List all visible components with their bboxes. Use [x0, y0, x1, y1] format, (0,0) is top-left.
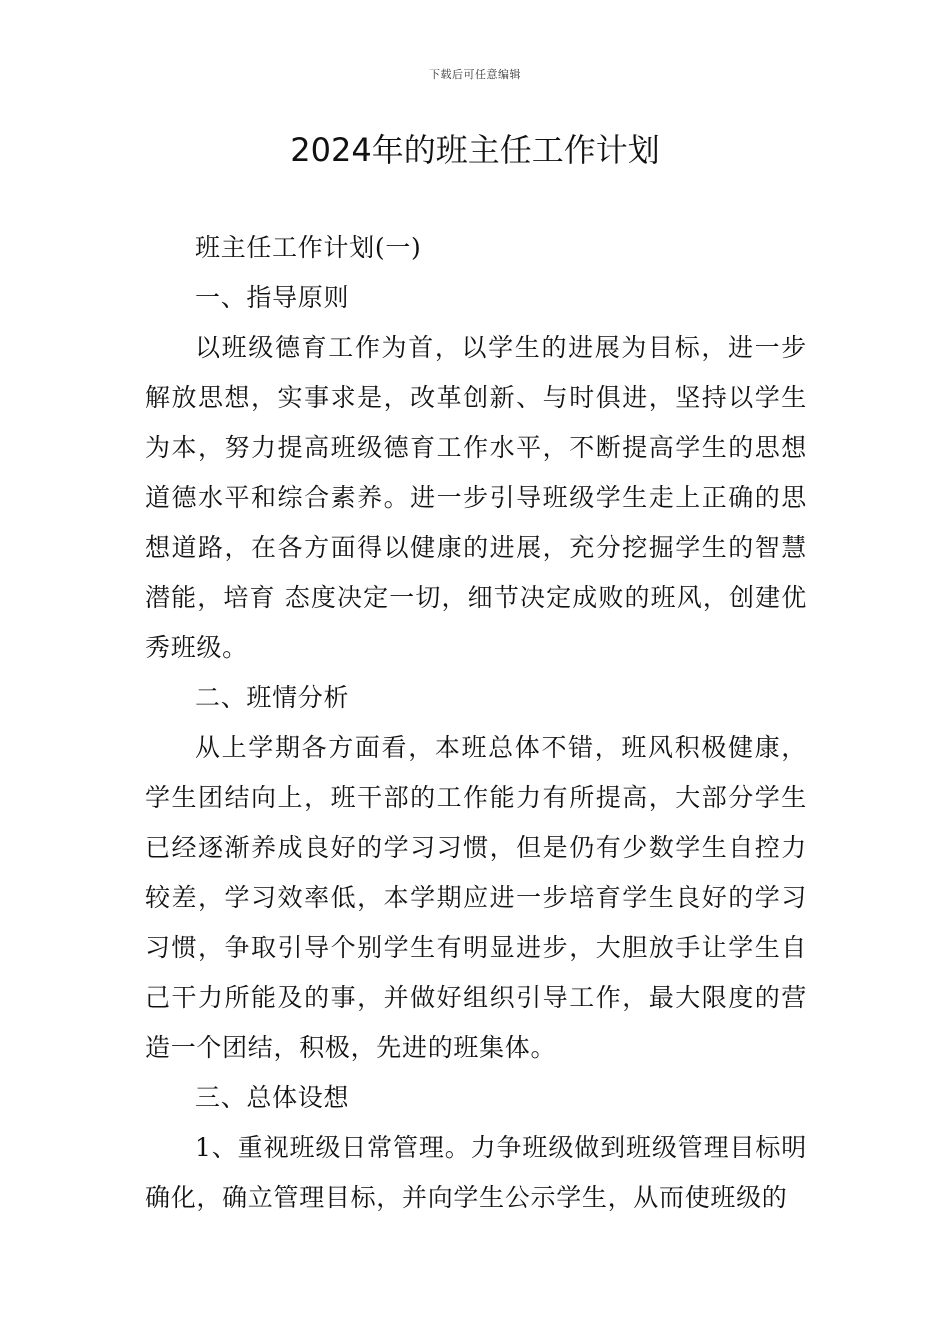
section-heading-class-analysis: 二、班情分析 [195, 683, 350, 712]
header-note: 下载后可任意编辑 [429, 68, 521, 81]
document-title: 2024年的班主任工作计划 [290, 131, 660, 169]
plan-subtitle: 班主任工作计划(一) [195, 233, 422, 262]
paragraph-guiding-principles: 以班级德育工作为首，以学生的进展为目标，进一步解放思想，实事求是，改革创新、与时俱进，坚持以学生为本，努力提高班级德育工作水平，不断提高学生的思想道德水平和综合素养。进一步引导班级学生走上正确的思想道路，在各方面得以健康的进展，充分挖掘学生的智慧潜能，培育 态度决定一切，细节决定成败的班风，创建优秀班级。 [145, 333, 807, 662]
section-heading-overall-plan: 三、总体设想 [195, 1083, 350, 1112]
paragraph-class-analysis: 从上学期各方面看，本班总体不错，班风积极健康，学生团结向上，班干部的工作能力有所提高，大部分学生已经逐渐养成良好的学习习惯，但是仍有少数学生自控力较差，学习效率低，本学期应进一步培育学生良好的学习习惯，争取引导个别学生有明显进步，大胆放手让学生自己干力所能及的事，并做好组织引导工作，最大限度的营造一个团结，积极，先进的班集体。 [145, 733, 807, 1062]
document-body [145, 223, 807, 1223]
paragraph-overall-plan-1: 1、重视班级日常管理。力争班级做到班级管理目标明确化，确立管理目标，并向学生公示学生，从而使班级的 [145, 1133, 807, 1212]
section-heading-guiding-principles: 一、指导原则 [195, 283, 350, 312]
